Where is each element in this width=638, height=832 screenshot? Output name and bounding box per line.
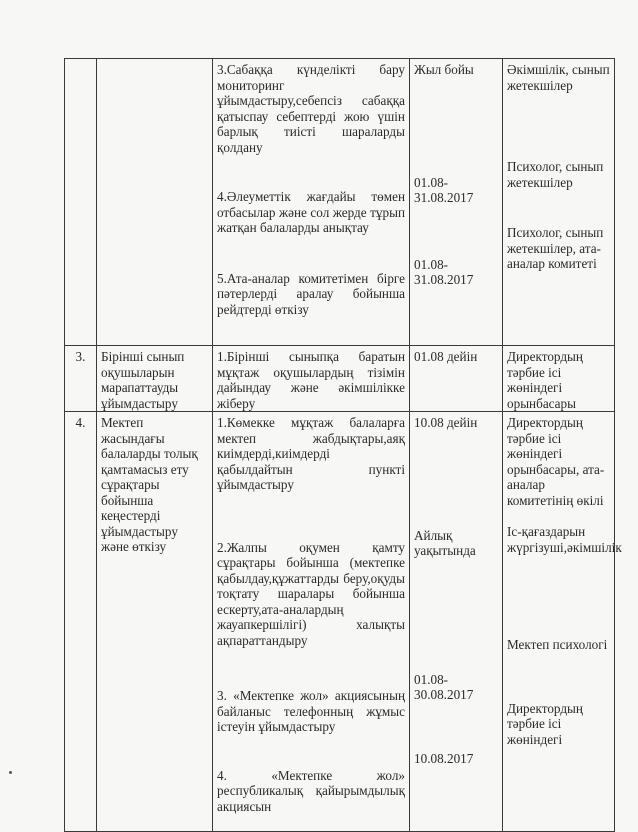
responsible-cell [503, 412, 622, 832]
responsible-cell [503, 59, 615, 346]
activity-item: 4.Әлеуметтік жағдайы төмен отбасылар және сол жерде тұрып жатқан балаларды анықтау [217, 189, 405, 235]
activity-item: 4. «Мектепке жол» республикалық қайырымдылық акциясын [217, 767, 405, 814]
table-row [65, 346, 615, 412]
responsible-item: Іс-қағаздарын жүргізуші,әкімшілік [507, 524, 622, 555]
date-item: Жыл бойы [414, 62, 474, 77]
activity-cell [213, 59, 410, 346]
date-item: 01.08-31.08.2017 [414, 256, 474, 287]
activity-item: 1.Көмекке мұқтаж балаларға мектеп жабдықтары,аяқ киімдерді,киімдерді қабылдайтын пункті ұйымдастыру [217, 415, 405, 492]
activity-item: 1.Бірінші сыныпқа баратын мұқтаж оқушылардың тізімін дайындау және әкімшілікке жіберу [217, 349, 405, 411]
date-item: 10.08.2017 [414, 750, 474, 766]
responsible-item: Директордың тәрбие ісі жөніндегі орынбасары [507, 349, 583, 411]
row-number: 3. [65, 346, 97, 412]
date-cell [410, 59, 503, 346]
responsible-item: Психолог, сынып жетекшілер [507, 159, 604, 190]
responsible-item: Директордың тәрбие ісі жөніндегі [507, 700, 583, 747]
responsible-item: Директордың тәрбие ісі жөніндегі орынбасары, ата-аналар комитетінің өкілі [507, 415, 605, 508]
date-item: 10.08 дейін [414, 415, 478, 430]
responsible-item: Мектеп психологі [507, 637, 608, 652]
date-cell [410, 346, 503, 412]
date-item: Айлық уақытында [414, 527, 476, 558]
activity-item: 2.Жалпы оқумен қамту сұрақтары бойынша (мектепке қабылдау,құжаттарды беру,оқуды тоқтату шаралары бойынша ескерту,ата-аналардың жауапкершілігі) халықты ақпараттандыру [217, 539, 405, 648]
date-item: 01.08 дейін [414, 349, 478, 364]
row-number [65, 59, 97, 346]
date-item: 01.08-30.08.2017 [414, 671, 474, 702]
activity-cell [213, 346, 410, 412]
row-number: 4. [65, 412, 97, 832]
row-topic: Мектеп жасындағы балаларды толық қамтамасыз ету сұрақтары бойынша кеңестерді ұйымдастыру және өткізу [97, 412, 213, 832]
table-row [65, 59, 615, 346]
responsible-item: Әкімшілік, сынып жетекшілер [507, 62, 610, 93]
activity-item: 3. «Мектепке жол» акциясының байланыс телефонның жұмыс істеуін ұйымдастыру [217, 688, 405, 734]
responsible-item: Психолог, сынып жетекшілер, ата-аналар комитеті [507, 225, 604, 271]
activity-cell [213, 412, 410, 832]
table-row [65, 412, 615, 832]
scan-speck [9, 771, 12, 774]
row-topic: Бірінші сынып оқушыларын марапаттауды ұйымдастыру [97, 346, 213, 412]
date-item: 01.08-31.08.2017 [414, 174, 474, 205]
activity-item: 5.Ата-аналар комитетімен бірге пәтерлерді аралау бойынша рейдтерді өткізу [217, 270, 405, 317]
row-topic [97, 59, 213, 346]
responsible-cell [503, 346, 615, 412]
activity-item: 3.Сабаққа күнделікті бару мониторинг ұйымдастыру,себепсіз сабаққа қатыспау себептерді жою үшін барлық тиісті шараларды қолдану [217, 62, 405, 155]
action-plan-table [64, 58, 622, 832]
date-cell [410, 412, 503, 832]
